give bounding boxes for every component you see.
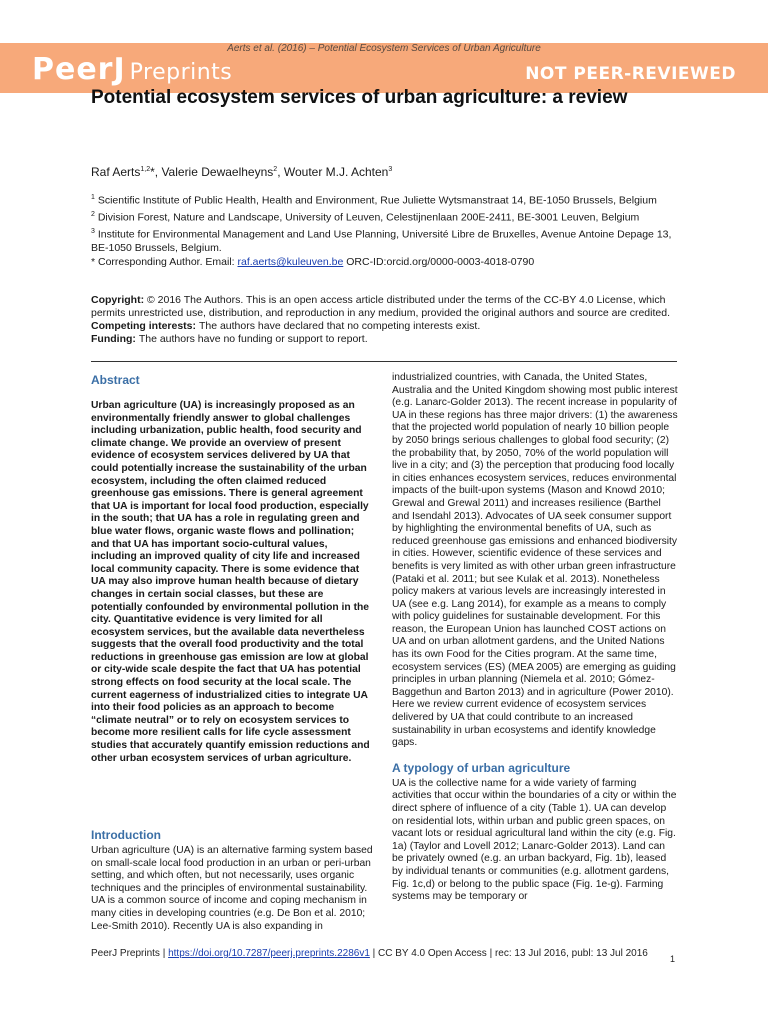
corresponding-mark: *, — [150, 165, 162, 179]
author-name: Wouter M.J. Achten — [283, 165, 389, 179]
affiliation — [91, 208, 691, 225]
page-number: 1 — [670, 954, 676, 964]
introduction-heading: Introduction — [91, 828, 161, 842]
affiliation-text: Scientific Institute of Public Health, Health and Environment, Rue Juliette Wytsmanstraat 14, BE-1050 Brussels, Belgium — [97, 194, 657, 207]
typology-heading: A typology of urban agriculture — [392, 760, 571, 775]
logo-peer: PeerJ — [32, 52, 126, 87]
author-affil-sup: 2 — [273, 166, 278, 173]
affiliation-number: 3 — [91, 228, 95, 235]
funding-note — [91, 333, 691, 346]
affiliation — [91, 191, 691, 208]
footer-prefix: PeerJ Preprints | — [91, 948, 169, 959]
corresponding-author — [91, 256, 691, 269]
copyright-text: © 2016 The Authors. This is an open access article distributed under the terms of the CC-BY 4.0 License, which permits unrestricted use, distribution, and reproduction in any medium, provided the original authors and source are credited. — [91, 294, 670, 319]
competing-text: The authors have declared that no competing interests exist. — [198, 320, 481, 332]
orcid-text: ORC-ID:orcid.org/0000-0003-4018-0790 — [343, 256, 535, 268]
copyright-label: Copyright: — [91, 294, 147, 306]
competing-interests-note — [91, 320, 691, 333]
affiliation — [91, 225, 691, 256]
funding-text: The authors have no funding or support to report. — [138, 333, 368, 345]
affiliation-text: Institute for Environmental Management and Land Use Planning, Université Libre de Bruxelles, Avenue Antoine Depage 13, BE-1050 Brussels, Belgium. — [91, 228, 672, 254]
affiliations — [91, 191, 691, 256]
footer-suffix: | CC BY 4.0 Open Access | rec: 13 Jul 2016, publ: 13 Jul 2016 — [369, 948, 648, 959]
article-notes — [91, 294, 691, 346]
right-column — [392, 372, 678, 904]
copyright-note — [91, 294, 691, 320]
corresponding-prefix: * Corresponding Author. Email: — [91, 256, 238, 268]
peerj-preprints-logo — [32, 52, 232, 86]
abstract-section — [91, 372, 373, 765]
typology-body: UA is the collective name for a wide variety of farming activities that occur within the boundaries of a city or within the direct sphere of influence of a city (Table 1). UA can develop on residential lots, within urban and public green spaces, on vacant lots or residual agricultural land within the city (e.g. Fig. 1a) (Taylor and Lovell 2012; Lanarc-Golder 2013). Land can be privately owned (e.g. an urban backyard, Fig. 1b), leased by individual tenants or communities (e.g. allotment gardens, Fig. 1c,d) or belong to the public space (Fig. 1e-g). Farming systems may be temporary or — [392, 777, 677, 903]
author-list — [91, 162, 392, 180]
running-head: Aerts et al. (2016) – Potential Ecosystem Services of Urban Agriculture — [227, 43, 541, 54]
logo-preprints: Preprints — [129, 60, 233, 85]
author-affil-sup: 1,2 — [140, 166, 151, 173]
introduction-section — [91, 827, 373, 933]
author-name: Raf Aerts — [91, 165, 141, 179]
page-footer — [91, 948, 677, 960]
affiliation-text: Division Forest, Nature and Landscape, University of Leuven, Celestijnenlaan 200E-2411, BE-3001 Leuven, Belgium — [97, 211, 640, 224]
doi-link[interactable]: https://doi.org/10.7287/peerj.preprints.2286v1 — [168, 948, 370, 959]
introduction-body: Urban agriculture (UA) is an alternative farming system based on small-scale local food production in an urban or peri-urban setting, and which often, but not necessarily, uses organic techniques and the principles of environmental sustainability. UA is a common source of income and coping mechanism in many cities in developing countries (e.g. De Bon et al. 2010; Lee-Smith 2010). Recently UA is also expanding in — [91, 845, 373, 932]
email-link[interactable]: raf.aerts@kuleuven.be — [237, 256, 344, 268]
affiliation-number: 1 — [91, 194, 95, 201]
introduction-continuation: industrialized countries, with Canada, the United States, Australia and the United Kingdom showing most public interest (e.g. Lanarc-Golder 2013). The recent increase in popularity of UA in these regions has three major drivers: (1) the awareness that the projected world population of nearly 10 billion people by 2050 brings serious challenges to global food security; (2) the probability that, by 2050, 70% of the world population will live in a city; and (3) the perception that producing food locally in cities enhances ecosystem services, reduces environmental impacts of the built-upon systems (Mason and Knowd 2010; Grewal and Grewal 2011) and increases resilience (Barthel and Isendahl 2013). Advocates of UA seek consumer support by highlighting the environmental benefits of UA, such as reduced greenhouse gas emissions and enhanced biodiversity in cities. However, scientific evidence of these services and benefits is very limited as with other urban green infrastructure (Pataki et al. 2011; but see Kulak et al. 2013). Nonetheless policy makers at various levels are increasingly interested in UA (see e.g. Lang 2014), for example as a means to comply with policy guidelines for sustainable development. For this reason, the European Union has launched COST actions on UA and on urban allotment gardens, and the United Nations has its own Food for the Cities program. At the same time, ecosystem services (ES) (MEA 2005) are emerging as guiding principles in urban planning (Niemela et al. 2010; Gómez-Baggethun and Barton 2013) and in agriculture (Power 2010). Here we review current evidence of ecosystem services delivered by UA that could contribute to an increased sustainability in urban ecosystems and identify knowledge gaps. — [392, 372, 678, 749]
author-name: Valerie Dewaelheyns — [161, 165, 274, 179]
paper-title: Potential ecosystem services of urban agriculture: a review — [91, 87, 628, 108]
section-divider — [91, 361, 677, 362]
abstract-body: Urban agriculture (UA) is increasingly proposed as an environmentally friendly answer to global challenges including urbanization, public health, food security and climate change. We provide an overview of present evidence of ecosystem services delivered by UA that could potentially increase the sustainability of the urban ecosystem, including the often claimed reduced greenhouse gas emissions. There is general agreement that UA is important for local food production, especially in the south; that UA has a role in regulating green and blue water flows, organic waste flows and pollination; and that UA has important socio-cultural values, including an improved quality of city life and increased local community capacity. There is some evidence that UA may also improve human health because of dietary changes in certain social classes, but these are potentially confounded by environmental pollution in the city. Quantitative evidence is very limited for all ecosystem services, but the available data nevertheless suggests that the overall food productivity and the total reductions in greenhouse gas emission are low at global or city-wide scale despite the fact that UA has potential strong effects on food security at the local scale. The current eagerness of industrialized cities to integrate UA into their food policies as an approach to become “climate neutral” or to rely on ecosystem services to become more resilient calls for life cycle assessment studies that accurately quantify emission reductions and other urban ecosystem services of urban agriculture. — [91, 400, 370, 764]
funding-label: Funding: — [91, 333, 139, 345]
competing-label: Competing interests: — [91, 320, 199, 332]
author-separator: , — [277, 165, 284, 179]
author-affil-sup: 3 — [388, 166, 393, 173]
affiliation-number: 2 — [91, 211, 95, 218]
abstract-heading: Abstract — [91, 373, 140, 387]
not-peer-reviewed-label: NOT PEER-REVIEWED — [525, 64, 736, 84]
